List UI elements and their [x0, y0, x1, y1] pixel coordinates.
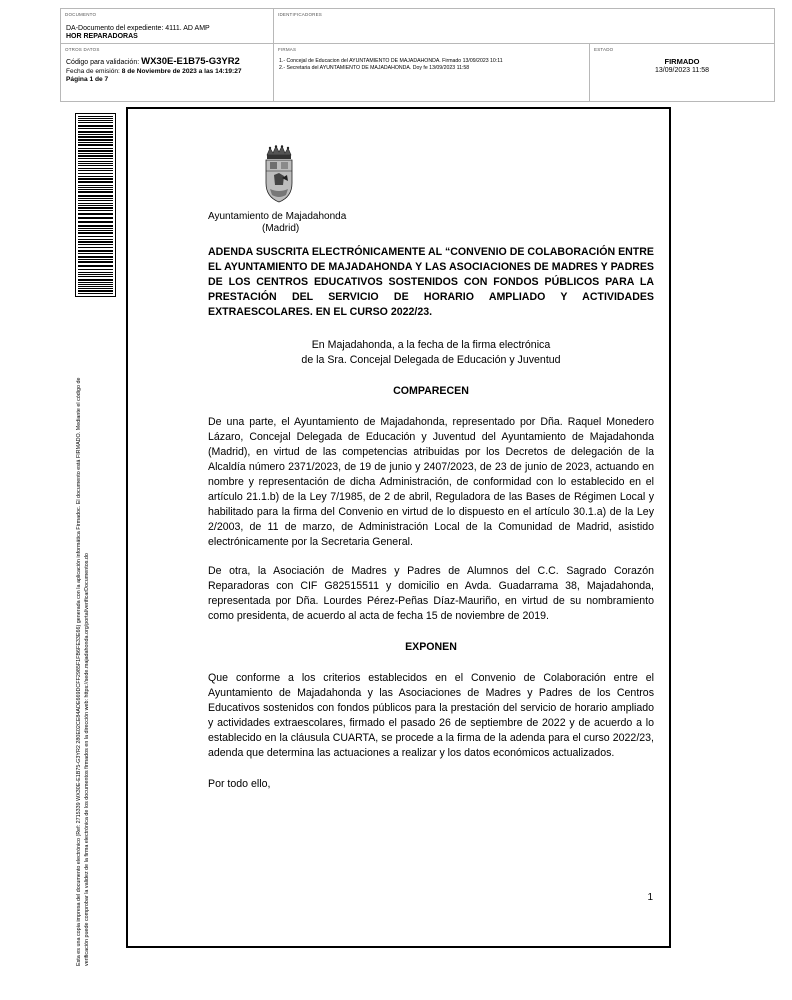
- barcode-bar: [78, 236, 113, 237]
- organization-line2: (Madrid): [262, 223, 300, 234]
- barcode-bar: [78, 165, 113, 166]
- barcode-bar: [78, 293, 113, 294]
- barcode-bar: [78, 161, 113, 162]
- barcode-bar: [78, 244, 113, 245]
- verification-side-text: [76, 310, 100, 966]
- status-date: 13/09/2023 11:58: [655, 67, 709, 74]
- paragraph-second-party: De otra, la Asociación de Madres y Padres de Alumnos del C.C. Sagrado Corazón Reparadoras con CIF G82515511 y domicilio en Avda. Guadarrama 38, Majadahonda, representada por Dña. Lourdes Pérez-Peñas Díaz-Mauriño, en virtud de su nombramiento como presidenta, de acuerdo al acta de fecha 15 de noviembre de 2019.: [208, 565, 654, 622]
- documento-line2: HOR REPARADORAS: [66, 33, 138, 40]
- barcode-bar: [78, 185, 113, 186]
- barcode-bar: [78, 187, 113, 188]
- side-text-line2: verificación puede comprobar la validez de la firma electrónica de los documentos firmados en la dirección web: https://sede.majadahonda.org/portal/verificarDocumentos.do: [83, 553, 90, 966]
- document-title: ADENDA SUSCRITA ELECTRÓNICAMENTE AL “CONVENIO DE COLABORACIÓN ENTRE EL AYUNTAMIENTO DE MAJADAHONDA Y LAS ASOCIACIONES DE MADRES Y PADRES DE LOS CENTROS EDUCATIVOS SOSTENIDOS CON FONDOS PÚBLICOS PARA LA PRESTACIÓN DEL SERVICIO DE HORARIO AMPLIADO Y ACTIVIDADES EXTRAESCOLARES. EN EL CURSO 2022/23.: [208, 246, 654, 318]
- coat-of-arms-icon: [262, 145, 296, 203]
- firmas-label: FIRMAS: [278, 47, 297, 52]
- barcode-bar: [78, 116, 113, 117]
- barcode-bar: [78, 274, 113, 275]
- otros-datos-label: OTROS DATOS: [65, 47, 100, 52]
- barcode-bar: [78, 241, 113, 243]
- barcode-bar: [78, 221, 113, 223]
- estado-cell: [590, 44, 774, 101]
- identificadores-label: IDENTIFICADORES: [278, 12, 323, 17]
- document-page: [126, 107, 671, 948]
- barcode-bar: [78, 205, 113, 206]
- page-number: 1: [647, 892, 653, 903]
- barcode-graphic: [76, 114, 115, 296]
- barcode-bar: [78, 286, 113, 287]
- firmas-cell: [274, 44, 590, 101]
- validation-code-value: WX30E-E1B75-G3YR2: [141, 56, 240, 67]
- barcode-bar: [78, 150, 113, 152]
- barcode-bar: [78, 158, 113, 159]
- barcode-bar: [78, 155, 113, 157]
- barcode-bar: [78, 191, 113, 193]
- barcode-bar: [78, 261, 113, 263]
- heading-exponen: EXPONEN: [405, 641, 457, 653]
- signature-2: 2.- Secretaria del AYUNTAMIENTO DE MAJADAHONDA. Doy fe 13/09/2023 11:58: [279, 64, 470, 71]
- side-text-line1: Esta es una copia impresa del documento electrónico (Ref: 2715339 WX30E-E1B75-G3YR2 280E02CE84ADE669DCFF2985F1FB6FE33E66) generada con la aplicación informática Firmadoc. El documento está FIRMADO. Mediante el código de: [76, 377, 82, 966]
- barcode-bar: [78, 198, 113, 199]
- status-value: FIRMADO: [664, 57, 700, 66]
- heading-comparecen: COMPARECEN: [393, 385, 469, 397]
- barcode-bar: [78, 290, 113, 292]
- place-date-block: [208, 338, 654, 368]
- barcode-bar: [78, 170, 113, 171]
- barcode-bar: [78, 276, 113, 277]
- barcode-bar: [78, 228, 113, 229]
- document-body: [208, 245, 654, 792]
- barcode-bar: [78, 181, 113, 183]
- estado-label: ESTADO: [594, 47, 614, 52]
- emission-date-value: 8 de Noviembre de 2023 a las 14:19:27: [121, 68, 242, 75]
- barcode-bar: [78, 250, 113, 252]
- barcode-bar: [78, 195, 113, 197]
- barcode-bar: [78, 210, 113, 211]
- barcode-bar: [78, 282, 113, 283]
- barcode-bar: [78, 265, 113, 267]
- barcode: [75, 113, 116, 297]
- barcode-bar: [78, 247, 113, 248]
- barcode-bar: [78, 178, 113, 180]
- identificadores-cell: [274, 9, 774, 44]
- barcode-bar: [78, 118, 113, 119]
- barcode-bar: [78, 253, 113, 254]
- barcode-bar: [78, 163, 113, 164]
- closing-line: Por todo ello,: [208, 778, 271, 790]
- barcode-bar: [78, 134, 113, 135]
- barcode-bar: [78, 213, 113, 215]
- barcode-bar: [78, 148, 113, 149]
- barcode-bar: [78, 259, 113, 260]
- organization-name: [208, 211, 388, 235]
- barcode-bar: [78, 225, 113, 227]
- validation-code: [66, 58, 240, 67]
- document-metadata-table: [60, 8, 775, 102]
- paragraph-exponen: Que conforme a los criterios establecidos en el Convenio de Colaboración entre el Ayuntamiento de Majadahonda y las Asociaciones de Madres y Padres de los Centros Educativos sostenidos con fondos públicos para la prestación del servicio de horario ampliado y actividades extraescolares, firmado el pasado 26 de septiembre de 2022 y de acuerdo a lo establecido en la cláusula CUARTA, se procede a la firma de la adenda para el curso 2022/23, adenda que determina las actuaciones a realizar y los datos económicos actualizados.: [208, 672, 654, 759]
- barcode-bar: [78, 269, 113, 270]
- otros-datos-cell: [61, 44, 274, 101]
- paragraph-first-party: De una parte, el Ayuntamiento de Majadahonda, representado por Dña. Raquel Monedero Lázaro, Concejal Delegada de Educación y Juventud del Ayuntamiento de Majadahonda (Madrid), en virtud de las competencias atribuidas por los Decretos de delegación de la Alcaldía número 2371/2023, de 19 de junio y 2407/2023, de 23 de junio de 2023, actuando en nombre y representación de dicha Administración, de conformidad con lo establecido en el artículo 21.1.b) de la Ley 7/1985, de 2 de abril, Reguladora de las Bases de Régimen Local y habilitado para la firma del Convenio en virtud de lo dispuesto en el artículo 30.1.a) de la Ley 2/2003, de 11 de marzo, de Administración Local de la Comunidad de Madrid, asistido electrónicamente por la Secretaria General.: [208, 416, 654, 548]
- barcode-bar: [78, 256, 113, 258]
- barcode-bar: [78, 217, 113, 219]
- barcode-bar: [78, 173, 113, 174]
- barcode-bar: [78, 153, 113, 154]
- barcode-bar: [78, 125, 113, 127]
- barcode-bar: [78, 136, 113, 138]
- barcode-bar: [78, 288, 113, 289]
- organization-line1: Ayuntamiento de Majadahonda: [208, 211, 347, 222]
- emission-date-prefix: Fecha de emisión:: [66, 68, 122, 75]
- documento-label: DOCUMENTO: [65, 12, 97, 17]
- page-count: Página 1 de 7: [66, 76, 109, 83]
- barcode-bar: [78, 203, 113, 204]
- barcode-bar: [78, 239, 113, 240]
- validation-code-prefix: Código para validación:: [66, 59, 142, 66]
- barcode-bar: [78, 230, 113, 231]
- documento-line1: DA-Documento del expediente: 4111. AD AMP: [66, 25, 210, 32]
- barcode-bar: [78, 142, 113, 143]
- barcode-bar: [78, 122, 113, 123]
- place-line1: En Majadahonda, a la fecha de la firma electrónica: [311, 339, 551, 351]
- barcode-bar: [78, 284, 113, 285]
- barcode-bar: [78, 168, 113, 169]
- barcode-bar: [78, 176, 113, 177]
- barcode-bar: [78, 144, 113, 146]
- barcode-bar: [78, 131, 113, 133]
- barcode-bar: [78, 232, 113, 234]
- place-line2: de la Sra. Concejal Delegada de Educación y Juventud: [301, 354, 561, 366]
- barcode-bar: [78, 128, 113, 129]
- barcode-bar: [78, 189, 113, 190]
- barcode-bar: [78, 272, 113, 273]
- barcode-bar: [78, 279, 113, 281]
- signature-1: 1.- Concejal de Educacion del AYUNTAMIENTO DE MAJADAHONDA. Firmado 13/09/2023 10:11: [279, 58, 503, 64]
- barcode-bar: [78, 200, 113, 201]
- barcode-bar: [78, 207, 113, 209]
- barcode-bar: [78, 139, 113, 141]
- documento-cell: [61, 9, 274, 44]
- barcode-bar: [78, 120, 113, 121]
